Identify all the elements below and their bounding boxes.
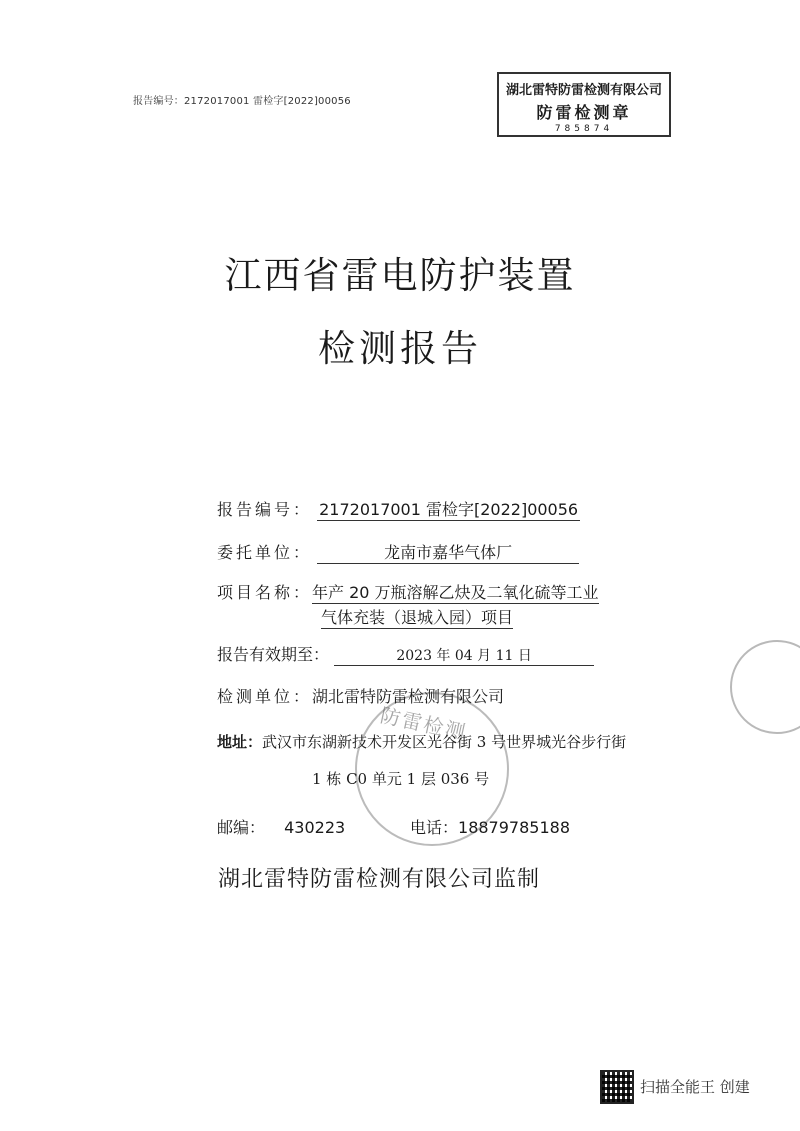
report-number-value: 2172017001 雷检字[2022]00056 <box>317 497 580 521</box>
project-label: 项目名称： <box>217 583 313 602</box>
address-value-line1: 武汉市东湖新技术开发区光谷街 3 号世界城光谷步行街 <box>262 733 627 751</box>
field-client <box>217 540 579 564</box>
field-report-number <box>217 497 580 521</box>
phone-value: 18879785188 <box>458 818 570 837</box>
client-label: 委托单位： <box>217 543 313 562</box>
stamp-title: 防雷检测章 <box>536 103 632 122</box>
address-label: 地址： <box>217 733 263 751</box>
stamp-number: 785874 <box>554 124 614 134</box>
project-value-line1: 年产 20 万瓶溶解乙炔及二氧化硫等工业 <box>312 580 599 604</box>
field-project-line2 <box>321 605 513 629</box>
inspector-label: 检测单位： <box>217 687 313 706</box>
phone-label: 电话： <box>410 818 459 837</box>
top-report-number <box>133 92 351 107</box>
document-title-line2: 检测报告 <box>318 327 482 370</box>
report-number-label: 报告编号： <box>217 500 313 519</box>
round-stamp-text: 防雷检测 <box>378 703 470 745</box>
project-value-line2: 气体充装（退城入园）项目 <box>321 605 513 629</box>
postcode-label: 邮编： <box>217 818 266 837</box>
side-partial-stamp <box>730 640 800 734</box>
field-valid-until <box>217 642 594 666</box>
valid-until-value: 2023 年 04 月 11 日 <box>334 645 594 666</box>
postcode-value: 430223 <box>284 818 346 837</box>
valid-until-label: 报告有效期至： <box>217 645 330 664</box>
inspector-value: 湖北雷特防雷检测有限公司 <box>312 687 505 706</box>
qr-code-icon <box>600 1070 634 1104</box>
company-stamp <box>497 72 671 137</box>
scanner-watermark: 扫描全能王 创建 <box>640 1078 750 1096</box>
document-title-line1: 江西省雷电防护装置 <box>224 254 576 297</box>
top-report-number-label: 报告编号： <box>133 96 184 107</box>
field-project <box>217 580 599 604</box>
address-value-line2: 1 栋 C0 单元 1 层 036 号 <box>312 770 490 788</box>
supervising-organization: 湖北雷特防雷检测有限公司监制 <box>218 867 541 892</box>
client-value: 龙南市嘉华气体厂 <box>317 540 579 564</box>
stamp-company-name: 湖北雷特防雷检测有限公司 <box>505 83 662 98</box>
top-report-number-value: 2172017001 雷检字[2022]00056 <box>184 96 351 107</box>
field-postcode <box>217 815 345 838</box>
